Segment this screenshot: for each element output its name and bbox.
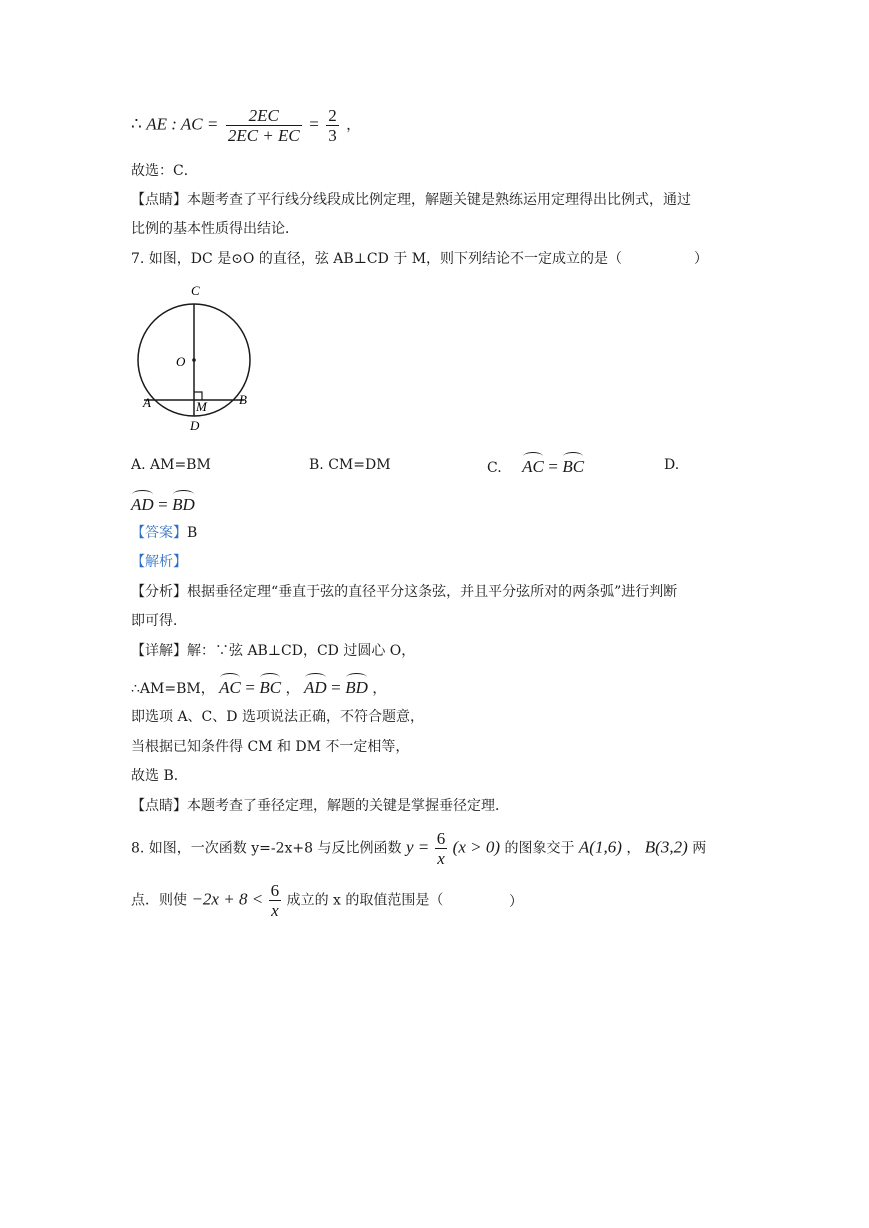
question-8-text-a: 8. 如图，一次函数 y=-2x+8 与反比例函数: [131, 840, 402, 857]
arc-ad: AD: [131, 489, 154, 515]
question-8-close-paren: ）: [509, 894, 523, 910]
fraction-denominator: x: [437, 849, 445, 868]
comment-line-2: 比例的基本性质得出结论．: [131, 221, 299, 237]
arc-ac: AC: [522, 451, 544, 477]
label-a: A: [143, 395, 151, 410]
point-b: B(3,2): [644, 837, 688, 857]
detail-line-5: 故选 B．: [131, 768, 188, 784]
fraction-denominator: x: [271, 901, 279, 920]
option-d-prefix: D.: [664, 457, 680, 473]
label-b: B: [239, 392, 247, 407]
question-7-close-paren: ）: [694, 251, 708, 267]
therefore-symbol: ∴: [131, 114, 142, 134]
fraction-denominator: 2EC + EC: [227, 126, 300, 145]
analysis-line-1: 【分析】根据垂径定理“垂直于弦的直径平分这条弦，并且平分弦所对的两条弧”进行判断: [131, 584, 678, 600]
detail-line-2: [131, 672, 386, 699]
center-point: [192, 358, 196, 362]
question-8-stem-line-2: [131, 881, 443, 920]
question-8-line2-b: 成立的 x 的取值范围是（: [286, 892, 444, 909]
answer-value: B: [187, 525, 198, 541]
option-d: [131, 489, 195, 516]
option-b: B. CM=DM: [309, 457, 391, 473]
fraction-6-over-x: [269, 881, 282, 920]
equals-sign: =: [548, 457, 558, 476]
equals-sign: =: [158, 495, 168, 514]
fraction-denominator: 3: [328, 126, 337, 145]
arc-bc: BC: [562, 451, 584, 477]
arc-bc: BC: [259, 672, 281, 698]
domain-condition: (x > 0): [452, 837, 501, 857]
question-8-line2-a: 点．则使: [131, 892, 187, 909]
label-o: O: [176, 354, 186, 369]
label-m: M: [196, 399, 207, 414]
solution-equation: [131, 106, 360, 145]
analysis-tag: 【解析】: [131, 554, 187, 570]
label-d: D: [190, 418, 200, 433]
question-8-text-b: 的图象交于: [504, 840, 575, 857]
comma: ，: [346, 117, 361, 134]
equals-sign: =: [331, 678, 341, 697]
point-a: A(1,6): [578, 837, 622, 857]
question-8-text-c: 两: [692, 840, 707, 857]
fraction-2ec: [226, 106, 302, 145]
arc-bd: BD: [172, 489, 195, 515]
equals-sign: =: [309, 114, 319, 134]
option-c: [487, 451, 584, 478]
detail-line-1: 【详解】解：∵弦 AB⊥CD，CD 过圆心 O，: [131, 643, 416, 659]
detail-line-4: 当根据已知条件得 CM 和 DM 不一定相等，: [131, 739, 410, 755]
y-equals: y =: [405, 837, 430, 857]
fraction-two-thirds: [326, 106, 339, 145]
answer-line: [131, 523, 197, 543]
equals-sign: =: [245, 678, 255, 697]
fraction-numerator: 6: [270, 881, 280, 900]
arc-bd: BD: [345, 672, 368, 698]
option-c-prefix: C.: [487, 460, 502, 476]
comment-line-1: 【点睛】本题考查了平行线分线段成比例定理，解题关键是熟练运用定理得出比例式，通过: [131, 192, 691, 208]
arc-ad: AD: [304, 672, 327, 698]
separator: ，: [285, 681, 300, 697]
separator: ，: [626, 840, 641, 857]
fraction-numerator: 6: [436, 829, 446, 848]
fraction-6-over-x: [435, 829, 448, 868]
question-7-text: 7. 如图，DC 是⊙O 的直径，弦 AB⊥CD 于 M，则下列结论不一定成立的是（: [131, 251, 623, 267]
option-a: A. AM=BM: [131, 457, 211, 473]
detail-line-3: 即选项 A、C、D 选项说法正确，不符合题意，: [131, 709, 424, 725]
answer-tag: 【答案】: [131, 525, 187, 541]
question-7-stem: [131, 249, 622, 269]
circle-diagram: [128, 280, 268, 440]
label-c: C: [191, 283, 200, 298]
comment-line: 【点睛】本题考查了垂径定理，解题的关键是掌握垂径定理．: [131, 798, 509, 814]
fraction-numerator: 2EC: [248, 106, 279, 125]
arc-ac: AC: [219, 672, 241, 698]
question-8-stem-line-1: [131, 829, 706, 868]
inequality-lhs: −2x + 8 <: [191, 889, 264, 909]
ratio-lhs: AE : AC =: [146, 114, 219, 134]
fraction-numerator: 2: [328, 106, 337, 125]
detail-2-prefix: ∴AM=BM，: [131, 681, 215, 697]
comma: ，: [372, 681, 387, 697]
analysis-line-2: 即可得．: [131, 613, 187, 629]
choice-line: 故选：C．: [131, 163, 198, 179]
